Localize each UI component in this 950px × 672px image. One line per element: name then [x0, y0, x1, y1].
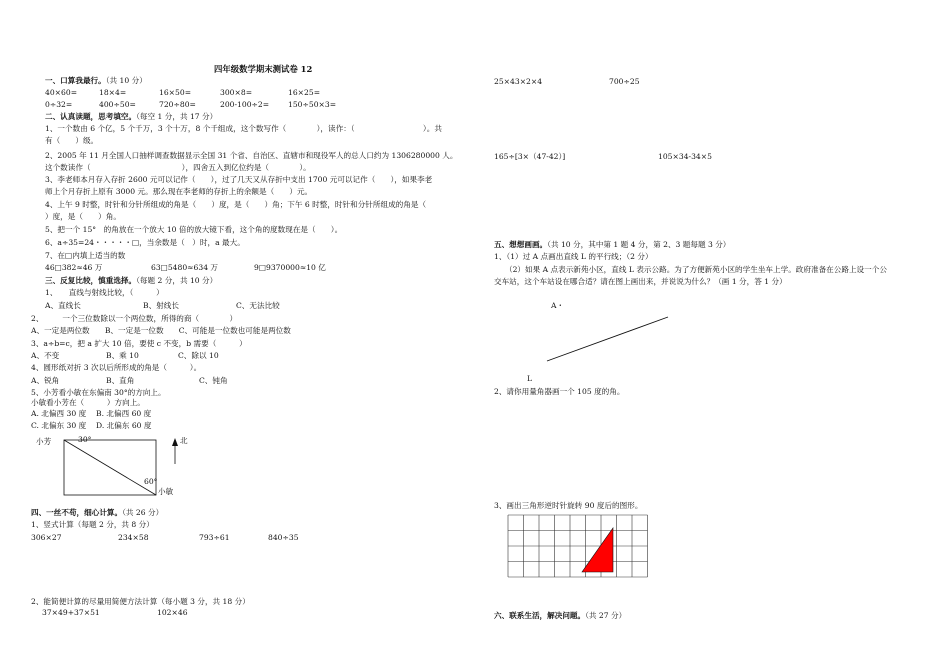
section-6-heading: 六、联系生活，解决问题。	[494, 611, 586, 620]
oral-1: 40×60=	[45, 88, 78, 97]
choice-q1: 1、 直线与射线比较，（ ）	[45, 288, 164, 297]
fill-box-1: 46□382≈46 万	[45, 263, 103, 272]
simplify-calc-heading: 2、能简便计算的尽量用简便方法计算（每小题 3 分，共 18 分）	[31, 597, 250, 606]
section-1-score: （共 10 分）	[105, 76, 147, 85]
section-3-heading: 三、反复比较，慎重选择。	[45, 276, 137, 285]
fill-line-10: 6、a÷35=24・・・・・□，当余数是（ ）时，a 最大。	[45, 238, 245, 247]
choice-q4-b: B、直角	[106, 376, 135, 385]
fill-line-9: 5、把一个 15° 的角放在一个放大 10 倍的放大镜下看，这个角的度数现在是（ ）。	[45, 225, 343, 234]
section-5-score: （共 10 分，其中第 1 题 4 分，第 2、3 题每题 3 分）	[547, 240, 731, 249]
section-5-heading: 五、想想画画。	[494, 240, 548, 249]
draw-q1-part3: 交车站，这个车站设在哪合适？请在图上画出来，并说说为什么？（画 1 分，答 1 分）	[494, 277, 787, 286]
draw-q1-part2: （2）如果 A 点表示新苑小区，直线 L 表示公路。为了方便新苑小区的学生坐车上学。政府准备在公路上设一个公	[505, 265, 887, 274]
red-triangle	[582, 528, 613, 572]
choice-q5-b: B. 北偏西 60 度	[96, 409, 152, 418]
vertical-calc-4: 840÷35	[268, 533, 299, 542]
draw-q2: 2、请你用量角器画一个 105 度的角。	[494, 387, 625, 396]
calc-right-4: 105×34-34×5	[658, 152, 712, 161]
oral-10: 150÷50×3=	[288, 100, 337, 109]
label-angle-60: 60°	[144, 477, 158, 486]
fill-box-2: 63□5480≈634 万	[151, 263, 219, 272]
label-angle-30: 30°	[78, 435, 92, 444]
line-l-label: L	[527, 374, 533, 383]
fill-line-6: 师上个月存折上原有 3000 元。那么现在李老师的存折上的余额是（ ）元。	[45, 187, 313, 196]
fill-line-1: 1、一个数由 6 个亿，5 个千万，3 个十万，8 个千组成，这个数写作（ ），读作：（ ）。共	[45, 124, 442, 133]
section-6-score: （共 27 分）	[585, 611, 627, 620]
choice-q5-d: D. 北偏东 60 度	[96, 421, 152, 430]
choice-q3-b: B、乘 10	[106, 351, 139, 360]
page-title: 四年级数学期末测试卷 12	[214, 64, 313, 74]
choice-q2: 2、 一个三位数除以一个两位数，所得的商（ ）	[31, 314, 238, 323]
fill-line-8: ）度，是（ ）角。	[45, 212, 121, 221]
section-1-heading: 一、口算我最行。	[45, 76, 106, 85]
fill-line-5: 3、李老师本月存入存折 2600 元可以记作（ ），过了几天又从存折中支出 1700 元可以记作（ ），如果李老	[45, 175, 433, 184]
section-3-score: （每题 2 分，共 10 分）	[136, 276, 218, 285]
fill-line-7: 4、上午 9 时整，时针和分针所组成的角是（ ）度，是（ ）角；下午 6 时整，时针和分针所组成的角是（	[45, 200, 427, 209]
point-a-label: A・	[551, 301, 565, 310]
fill-line-11: 7、在□内填上适当的数	[45, 251, 126, 260]
oral-9: 200-100÷2=	[220, 100, 270, 109]
fill-line-3: 2、2005 年 11 月全国人口抽样调查数据显示全国 31 个省、自治区、直辖市和现役军人的总人口约为 1306280000 人。	[45, 151, 458, 160]
choice-q5-c: C. 北偏东 30 度	[31, 421, 87, 430]
vertical-calc-1: 306×27	[31, 533, 62, 542]
section-2-heading: 二、认真读题，思考填空。	[45, 112, 137, 121]
vertical-calc-3: 793÷61	[199, 533, 230, 542]
fill-line-2: 有（ ）级。	[45, 136, 99, 145]
simplify-calc-1: 37×49+37×51	[42, 608, 100, 617]
oral-7: 400÷50=	[99, 100, 136, 109]
draw-q3: 3、画出三角形逆时针旋转 90 度后的图形。	[494, 501, 643, 510]
oral-4: 300×8=	[220, 88, 253, 97]
calc-right-3: 165÷[3×（47-42）]	[494, 152, 566, 161]
fill-box-3: 9□9370000≈10 亿	[254, 263, 326, 272]
choice-q1-a: A、直线长	[45, 301, 81, 310]
section-2-score: （每空 1 分，共 17 分）	[136, 112, 218, 121]
draw-q1-part1: 1、（1）过 A 点画出直线 L 的平行线；（2 分）	[494, 252, 653, 261]
section-4-score: （共 26 分）	[122, 508, 164, 517]
choice-q1-c: C、无法比较	[236, 301, 280, 310]
choice-q3: 3、a÷b=c，把 a 扩大 10 倍，要使 c 不变，b 需要（ ）	[31, 339, 247, 348]
oral-6: 0÷32=	[45, 100, 73, 109]
section-6-header	[494, 611, 626, 620]
label-north: 北	[180, 436, 188, 445]
choice-q5-line1: 5、小芳看小敏在东偏南 30°的方向上。	[31, 388, 166, 397]
fill-line-4: 这个数读作（ ），四舍五入到亿位约是（ ）。	[45, 163, 311, 172]
label-xiaomin: 小敏	[158, 487, 174, 496]
simplify-calc-2: 102×46	[157, 608, 188, 617]
choice-q1-b: B、射线长	[143, 301, 179, 310]
choice-q4-c: C、钝角	[199, 376, 228, 385]
line-l	[547, 317, 668, 361]
rotation-grid	[508, 515, 648, 577]
oral-3: 16×50=	[159, 88, 192, 97]
choice-q4: 4、圆形纸对折 3 次以后所形成的角是（ ）。	[31, 363, 202, 372]
oral-5: 16×25=	[288, 88, 321, 97]
choice-q4-a: A、锐角	[31, 376, 60, 385]
choice-q3-c: C、除以 10	[178, 351, 219, 360]
choice-q3-a: A、不变	[31, 351, 60, 360]
section-4-heading: 四、一丝不苟，细心计算。	[31, 508, 123, 517]
oral-2: 18×4=	[99, 88, 127, 97]
vertical-calc-heading: 1、竖式计算（每题 2 分，共 8 分）	[31, 520, 154, 529]
choice-q2-options: A、一定是两位数 B、一定是一位数 C、可能是一位数也可能是两位数	[31, 326, 291, 335]
vertical-calc-2: 234×58	[118, 533, 149, 542]
oral-8: 720÷80=	[159, 100, 196, 109]
calc-right-1: 25×43×2×4	[494, 77, 543, 86]
label-xiaofang: 小芳	[36, 437, 52, 446]
choice-q5-line2: 小敏看小芳在（ ）方向上。	[31, 398, 145, 407]
choice-q5-a: A. 北偏西 30 度	[31, 409, 87, 418]
calc-right-2: 700÷25	[609, 77, 640, 86]
